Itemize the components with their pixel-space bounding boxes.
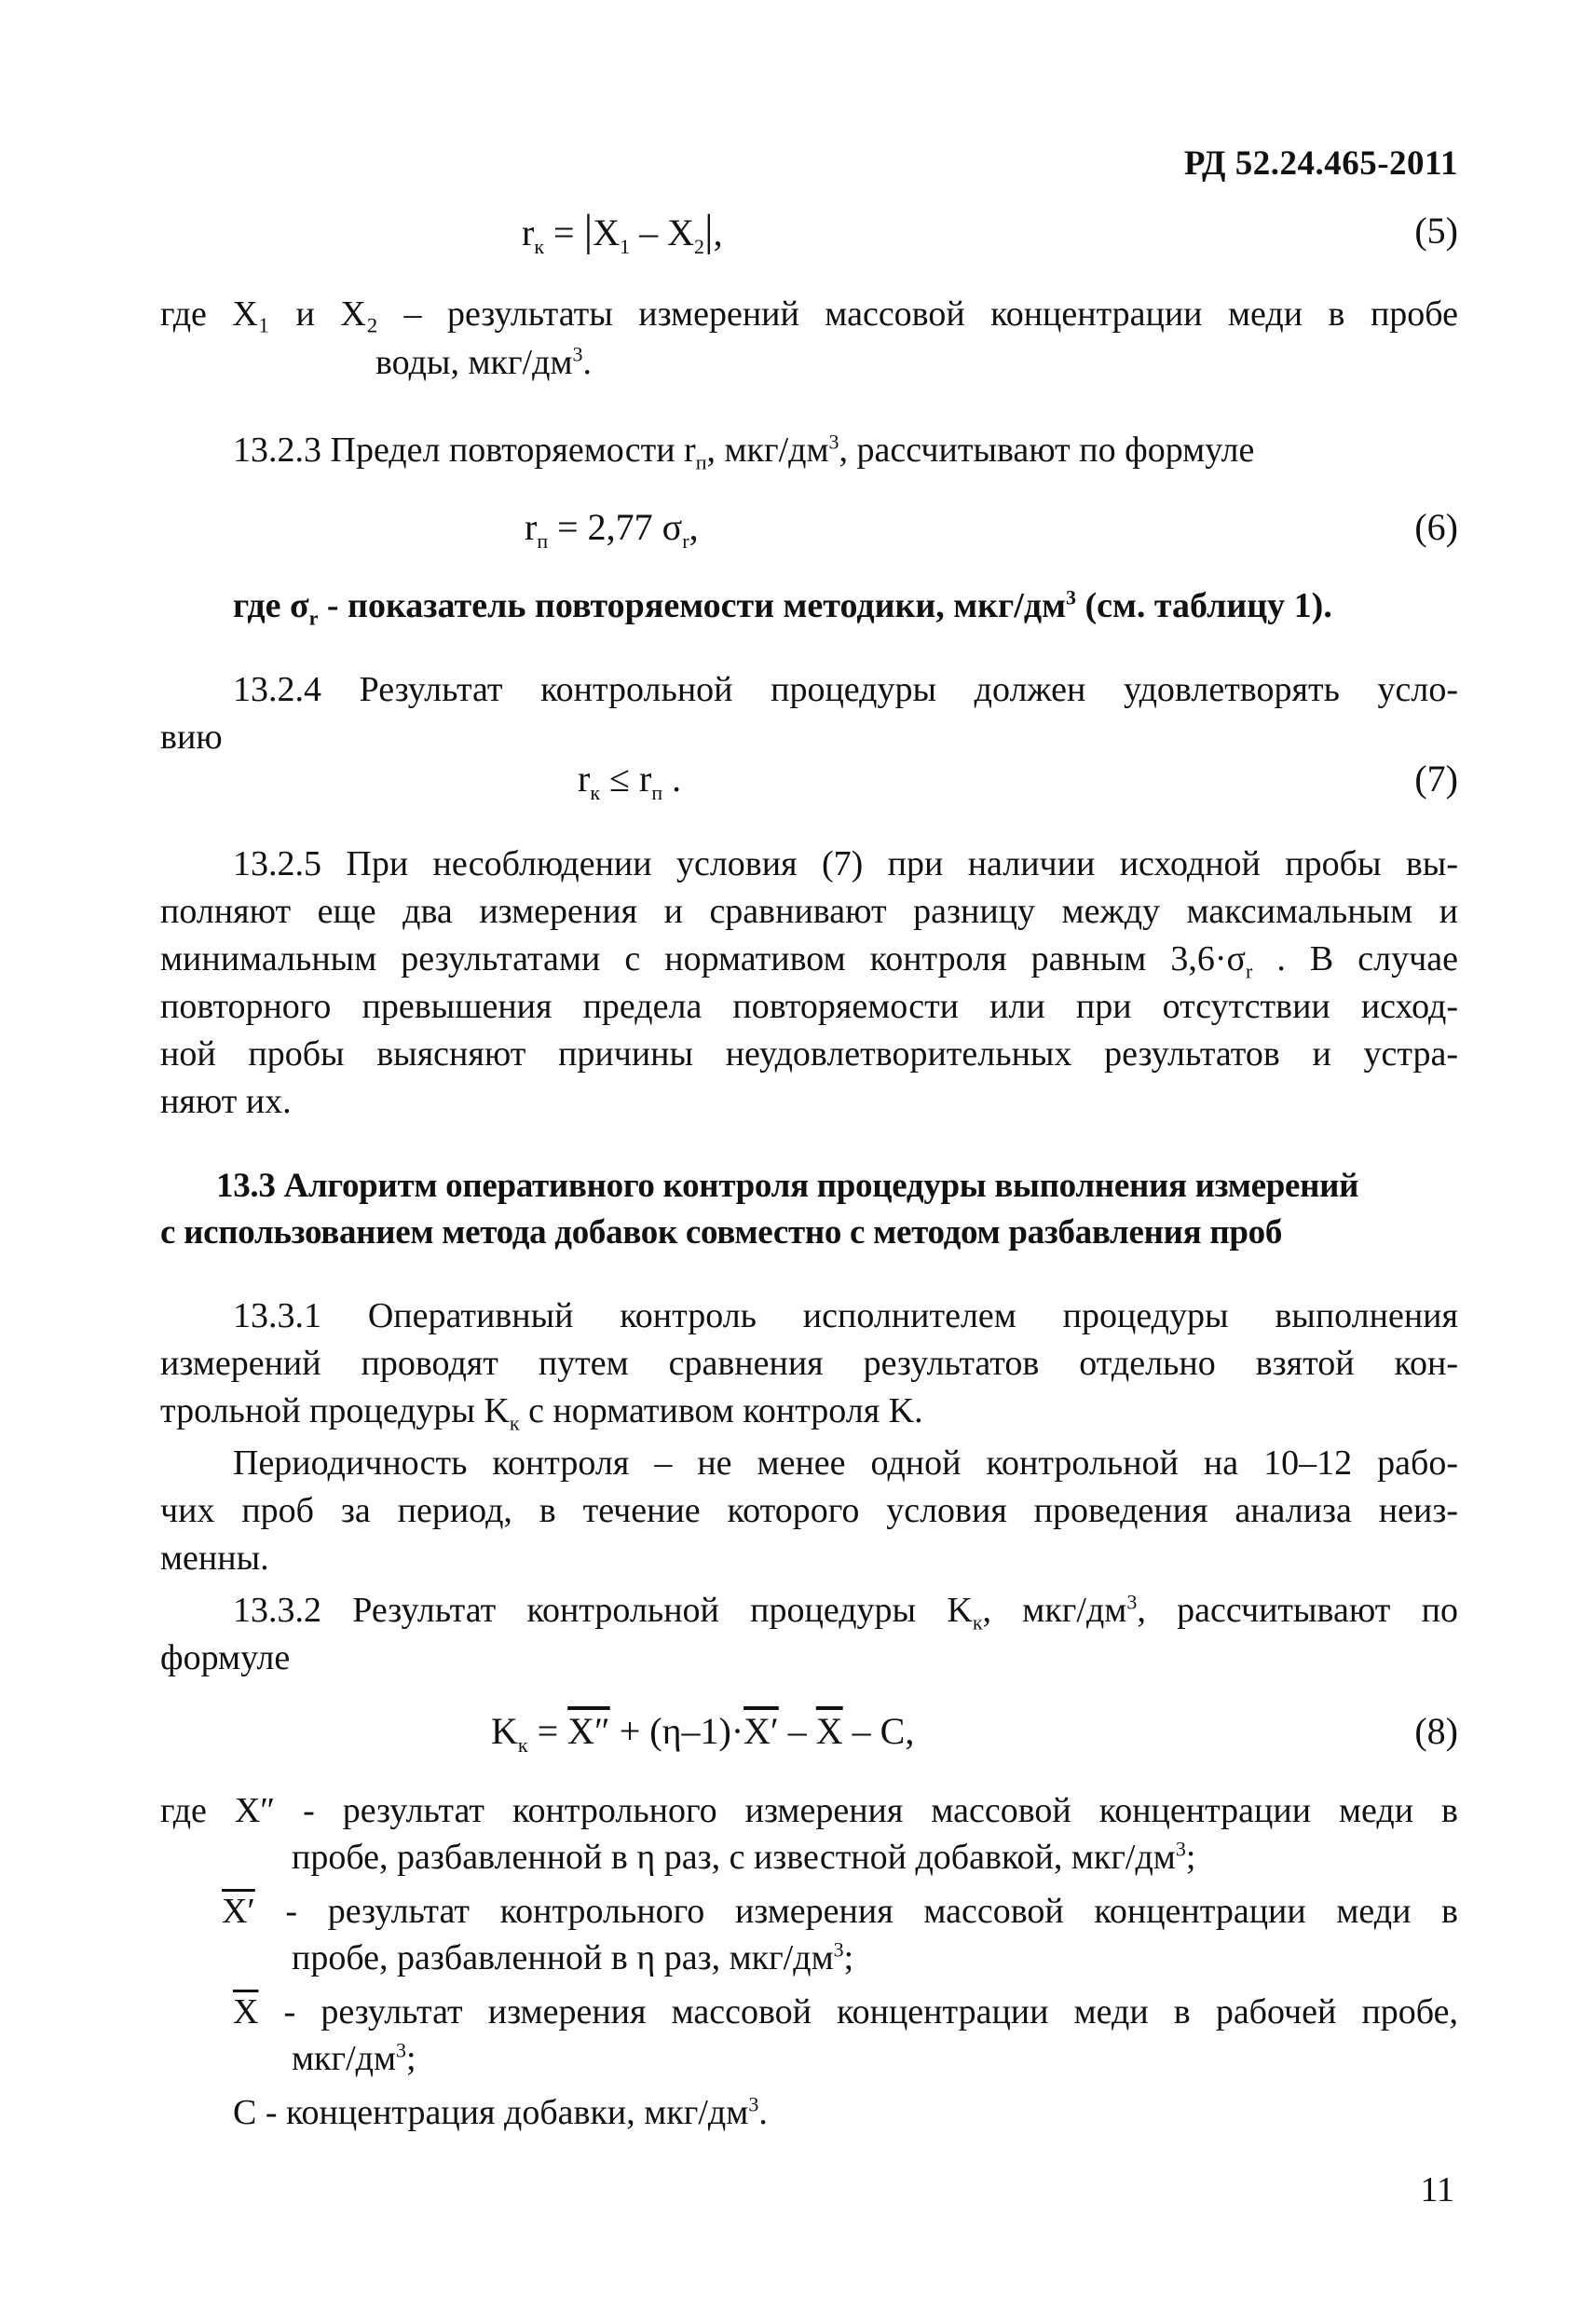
paragraph-13-2-5-line6: няют их. <box>160 1082 292 1121</box>
where-sigma-r: где $\sigma_r$ - показатель повторяемости методики, мкг/$дм^3$ (см. таблицу 1). <box>233 585 1332 630</box>
equation-5-number: (5) <box>1414 210 1458 252</box>
legend-x-bar-line2: мкг/$дм^3$; <box>292 2038 416 2078</box>
where-x1-x2-line1: где X₁ и X₂ – результаты измерений массовой концентрации меди в пробе <box>160 294 1458 334</box>
paragraph-13-3-2-line2: формуле <box>160 1638 291 1677</box>
equation-6: $r_п = 2,77$ $\sigma_r$, <box>525 506 699 553</box>
equation-7-number: (7) <box>1414 758 1458 800</box>
legend-x-bar-line1: $\overline{X}$ - результат измерения массовой концентрации меди в рабочей пробе, <box>233 1992 1458 2032</box>
paragraph-13-3-1-line2: измерений проводят путем сравнения результатов отдельно взятой кон- <box>160 1344 1458 1383</box>
section-13-3-heading-line1: 13.3 Алгоритм оперативного контроля процедуры выполнения измерений <box>216 1167 1359 1205</box>
paragraph-13-3-1-line3: трольной процедуры $K_к$ с нормативом контроля K. <box>160 1391 923 1435</box>
section-13-3-heading-line2: с использованием метода добавок совместно с методом разбавления проб <box>160 1213 1283 1252</box>
equation-8: $K_к = X'' + (\eta-1)\cdot X' - \overline{X} - C$, <box>491 1710 915 1757</box>
legend-c-additive: C - концентрация добавки, мкг/$дм^3$. <box>233 2092 768 2132</box>
paragraph-13-2-3: 13.2.3 Предел повторяемости $r_п$, мкг/$дм^3$, рассчитывают по формуле <box>233 430 1255 474</box>
equation-7: $r_к \le r_п$ . <box>578 758 682 804</box>
legend-x-prime-line2: пробе, разбавленной в η раз, мкг/$дм^3$; <box>292 1937 854 1977</box>
paragraph-13-2-5-line4: повторного превышения предела повторяемости или при отсутствии исход- <box>160 987 1458 1026</box>
legend-x-double-prime-line1: где X″ - результат контрольного измерения массовой концентрации меди в <box>160 1791 1458 1830</box>
periodicity-line3: менны. <box>160 1539 269 1578</box>
page-number: 11 <box>1420 2170 1454 2209</box>
equation-8-number: (8) <box>1414 1710 1458 1752</box>
legend-x-prime-line1: X′ - результат контрольного измерения массовой концентрации меди в <box>222 1892 1458 1931</box>
equation-6-number: (6) <box>1414 506 1458 548</box>
periodicity-line1: Периодичность контроля – не менее одной контрольной на 10–12 рабо- <box>233 1443 1458 1483</box>
document-code: РД 52.24.465-2011 <box>1183 144 1458 183</box>
paragraph-13-2-4-line1: 13.2.4 Результат контрольной процедуры должен удовлетворять усло- <box>233 670 1458 709</box>
paragraph-13-3-1-line1: 13.3.1 Оперативный контроль исполнителем процедуры выполнения <box>233 1296 1458 1335</box>
paragraph-13-2-5-line5: ной пробы выясняют причины неудовлетворительных результатов и устра- <box>160 1034 1458 1074</box>
paragraph-13-2-5-line1: 13.2.5 При несоблюдении условия (7) при наличии исходной пробы вы- <box>233 844 1458 883</box>
paragraph-13-2-5-line2: полняют еще два измерения и сравнивают разницу между максимальным и <box>160 892 1458 931</box>
where-x1-x2-line2: воды, мкг/$дм^3$. <box>375 342 592 382</box>
paragraph-13-2-4-line2: вию <box>160 718 223 757</box>
legend-x-double-prime-line2: пробе, разбавленной в η раз, с известной добавкой, мкг/$дм^3$; <box>292 1837 1196 1877</box>
equation-5: $r_к = |X_1 - X_2|$, <box>522 206 723 258</box>
periodicity-line2: чих проб за период, в течение которого условия проведения анализа неиз- <box>160 1491 1458 1530</box>
paragraph-13-2-5-line3: минимальным результатами с нормативом контроля равным $3,6\cdot\sigma_r$ . В случае <box>160 939 1458 983</box>
paragraph-13-3-2-line1: 13.3.2 Результат контрольной процедуры $K_к$, мкг/$дм^3$, рассчитывают по <box>233 1590 1458 1635</box>
